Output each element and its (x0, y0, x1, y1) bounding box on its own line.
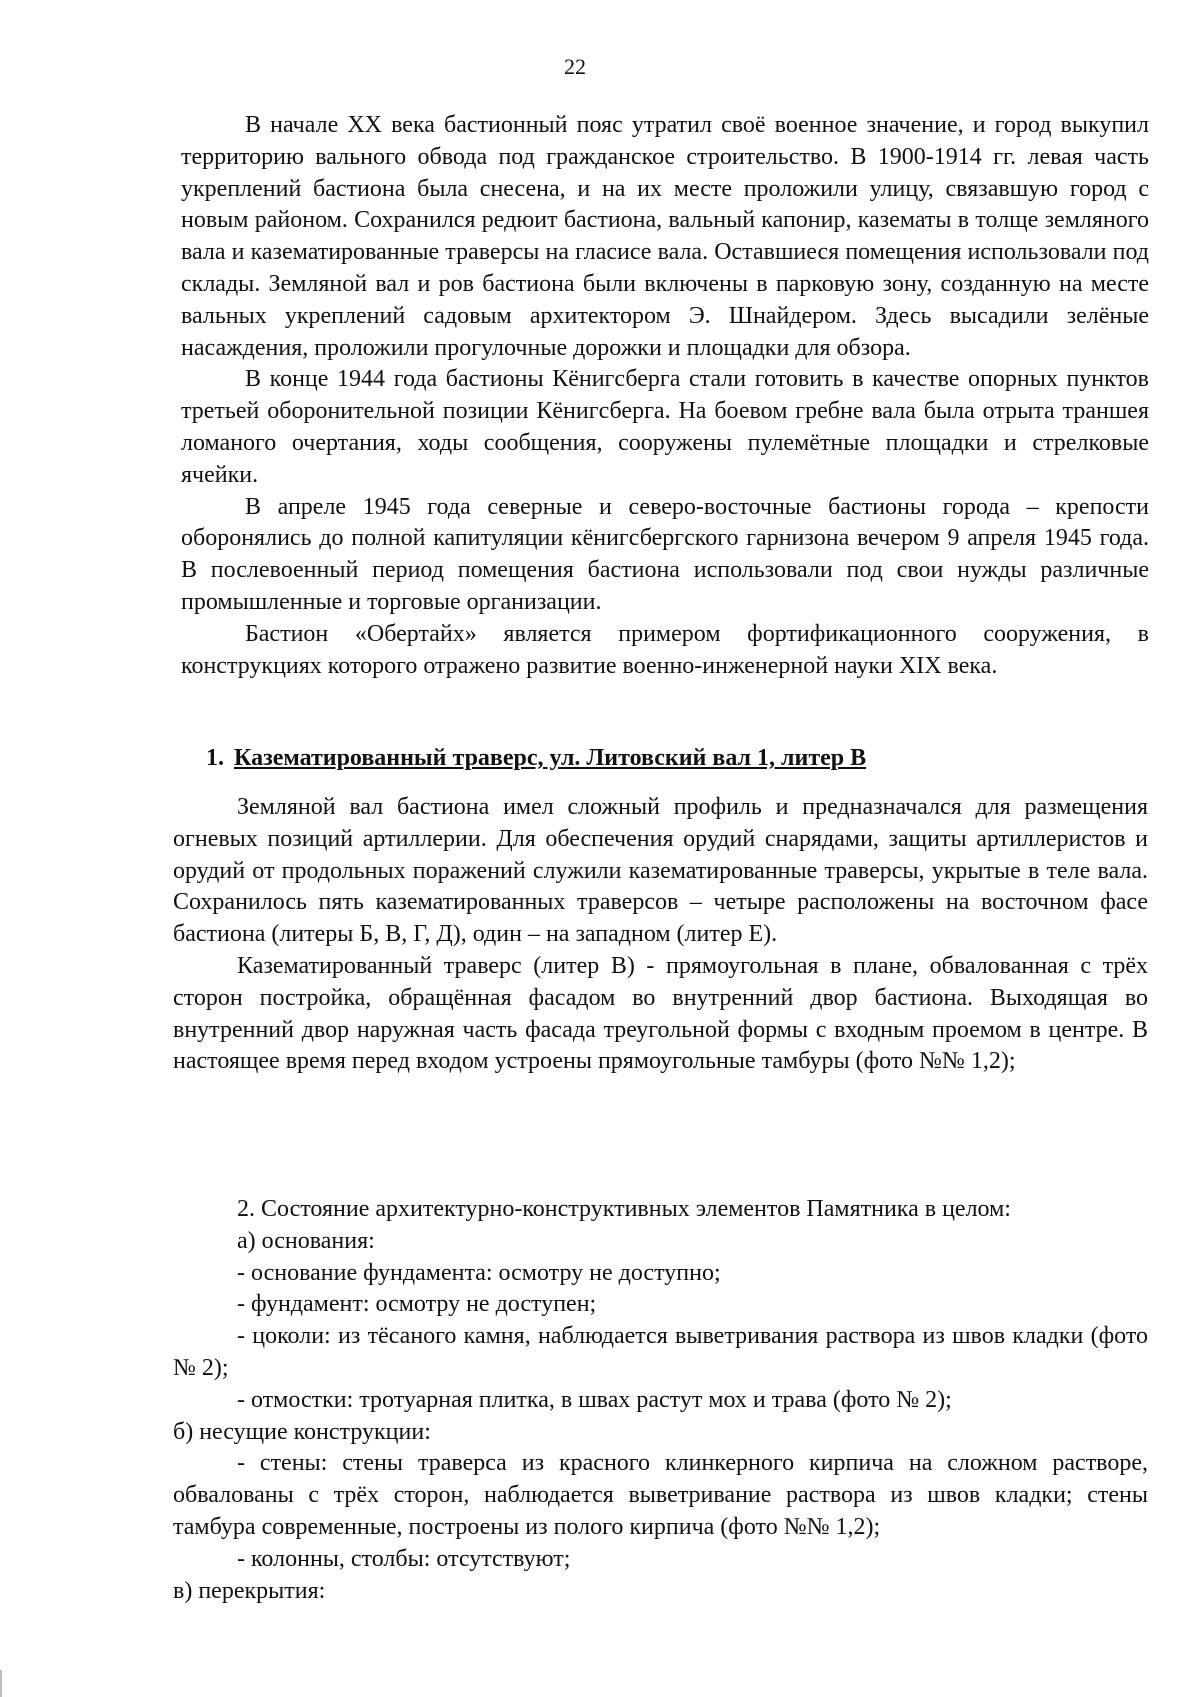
section-2-b-label: б) несущие конструкции: (173, 1418, 431, 1445)
section-1-paragraph-1: Земляной вал бастиона имел сложный профиль и предназначался для размещения огневых позиций артиллерии. Для обеспечения орудий снарядами, защиты артиллеристов и орудий от продольных поражений служили казематированные траверсы, укрытые в теле вала. Сохранилось пять казематированных траверсов – четыре расположены на восточном фасе бастиона (литеры Б, В, Г, Д), один – на западном (литер Е). (173, 794, 1148, 948)
section-2-a-item-2: - фундамент: осмотру не доступен; (237, 1291, 597, 1318)
section-2-a-item-3: - цоколи: из тёсаного камня, наблюдается выветривания раствора из швов кладки (фото № 2); (173, 1323, 1148, 1381)
section-1-text (173, 792, 1148, 1078)
section-2-b-item-1: - стены: стены траверса из красного клинкерного кирпича на сложном растворе, обвалованы с трёх сторон, наблюдается выветривание раствора из швов кладки; стены тамбура современные, построены из полого кирпича (фото №№ 1,2); (173, 1450, 1148, 1540)
section-2-b-item-2: - колонны, столбы: отсутствуют; (237, 1545, 571, 1572)
section-2-a-item-4: - отмостки: тротуарная плитка, в швах растут мох и трава (фото № 2); (237, 1386, 952, 1413)
section-2-a-label: а) основания: (237, 1227, 375, 1254)
section-2-a-item-1: - основание фундамента: осмотру не доступно; (237, 1259, 721, 1286)
section-2-c-label: в) перекрытия: (173, 1577, 326, 1604)
section-1-title: Казематированный траверс, ул. Литовский вал 1, литер В (234, 745, 867, 771)
scan-edge-mark (0, 1670, 2, 1697)
intro-paragraph-3: В апреле 1945 года северные и северо-восточные бастионы города – крепости оборонялись до полной капитуляции кёнигсбергского гарнизона вечером 9 апреля 1945 года. В послевоенный период помещения бастиона использовали под свои нужды различные промышленные и торговые организации. (181, 493, 1149, 615)
intro-paragraph-4: Бастион «Обертайх» является примером фортификационного сооружения, в конструкциях которого отражено развитие военно-инженерной науки XIX века. (181, 620, 1149, 679)
section-1-number: 1. (206, 745, 224, 771)
page-number: 22 (564, 54, 586, 79)
intro-paragraph-1: В начале XX века бастионный пояс утратил своё военное значение, и город выкупил территорию вального обвода под гражданское строительство. В 1900-1914 гг. левая часть укреплений бастиона была снесена, и на их месте проложили улицу, связавшую город с новым районом. Сохранился редюит бастиона, вальный капонир, казематы в толще земляного вала и казематированные траверсы на гласисе вала. Оставшиеся помещения использовали под склады. Земляной вал и ров бастиона были включены в парковую зону, созданную на месте вальных укреплений садовым архитектором Э. Шнайдером. Здесь высадили зелёные насаждения, проложили прогулочные дорожки и площадки для обзора. (181, 112, 1149, 361)
intro-text (181, 110, 1149, 682)
section-1-heading (206, 742, 866, 774)
section-1-paragraph-2: Казематированный траверс (литер В) - прямоугольная в плане, обвалованная с трёх сторон постройка, обращённая фасадом во внутренний двор бастиона. Выходящая во внутренний двор наружная часть фасада треугольной формы с входным проемом в центре. В настоящее время перед входом устроены прямоугольные тамбуры (фото №№ 1,2); (173, 952, 1148, 1075)
section-2-text (173, 1194, 1148, 1607)
section-2-heading: 2. Состояние архитектурно-конструктивных элементов Памятника в целом: (237, 1196, 1011, 1222)
intro-paragraph-2: В конце 1944 года бастионы Кёнигсберга стали готовить в качестве опорных пунктов третьей оборонительной позиции Кёнигсберга. На боевом гребне вала была отрыта траншея ломаного очертания, ходы сообщения, сооружены пулемётные площадки и стрелковые ячейки. (181, 366, 1149, 488)
